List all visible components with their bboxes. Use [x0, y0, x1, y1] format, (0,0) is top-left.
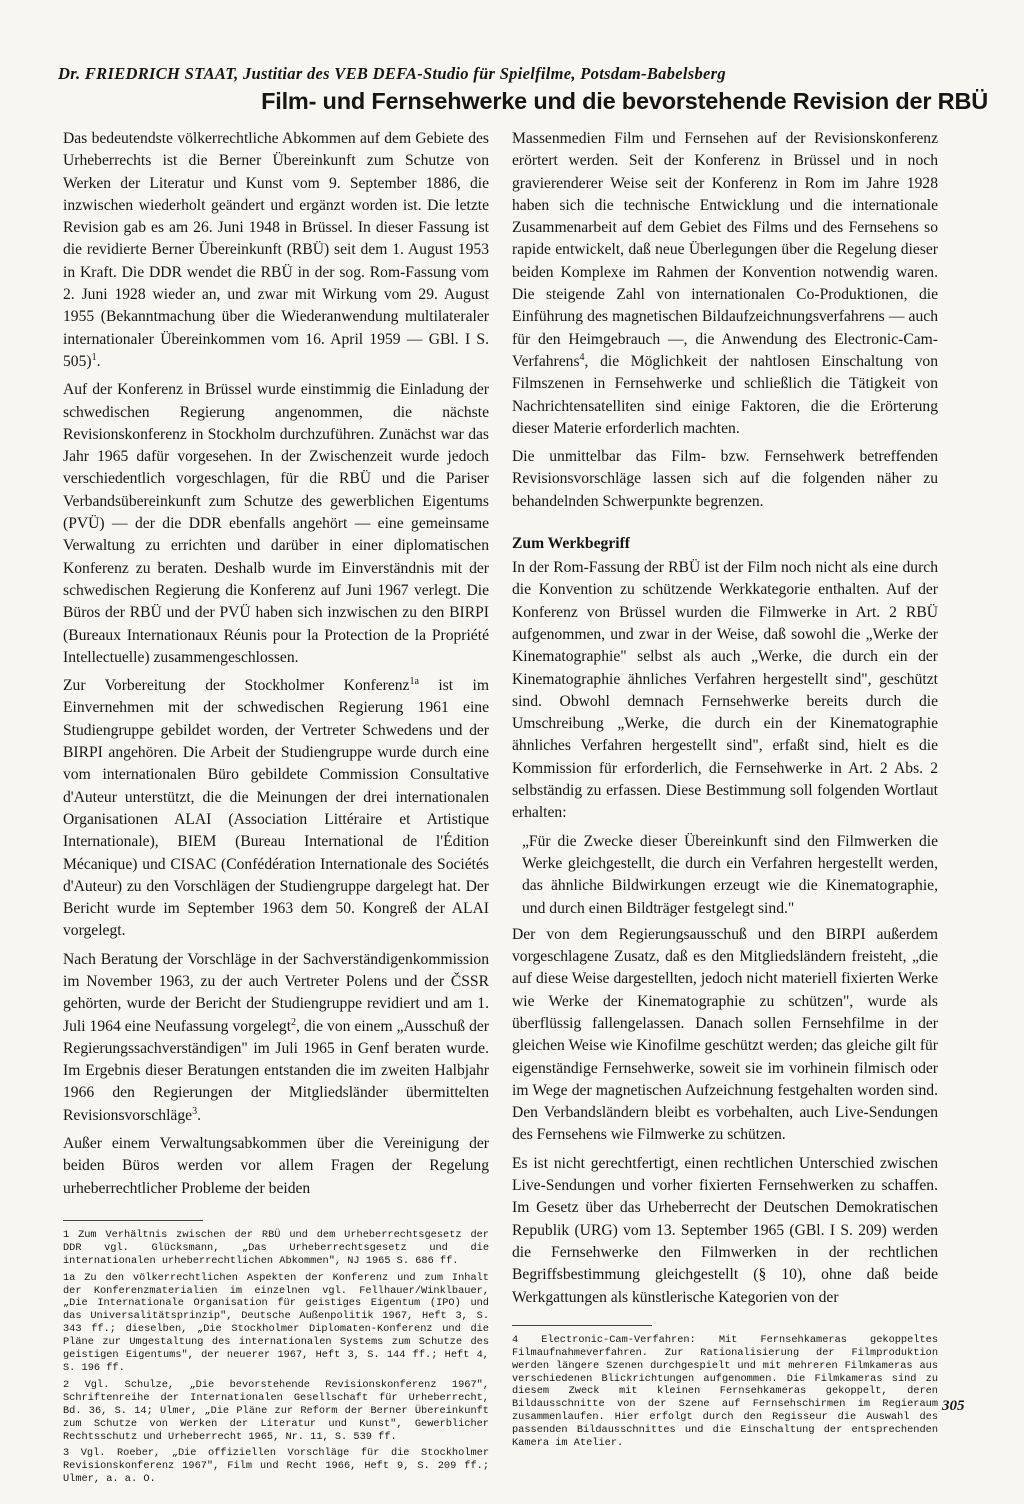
- paragraph: Die unmittelbar das Film- bzw. Fernsehwerk betreffenden Revisionsvorschläge lassen sich auf die folgenden näher zu behandelnden Schwerpunkte begrenzen.: [512, 448, 938, 510]
- quotation: „Für die Zwecke dieser Übereinkunft sind den Filmwerken die Werke gleichgestellt, die durch ein Verfahren hergestellt werden, das ähnliche Bildwirkungen erzeugt wie die Kinematographie, und durch einen Bildträger festgelegt sind.": [522, 832, 938, 917]
- paragraph: Das bedeutendste völkerrechtliche Abkommen auf dem Gebiete des Urheberrechts ist die Berner Übereinkunft zum Schutze von Werken der Literatur und Kunst vom 9. September 1886, die inzwischen wiederholt geändert und ergänzt worden ist. Die letzte Revision gab es am 26. Juni 1948 in Brüssel. In dieser Fassung ist die revidierte Berner Übereinkunft (RBÜ) seit dem 1. August 1953 in Kraft. Die DDR wendet die RBÜ in der sog. Rom-Fassung vom 2. Juni 1928 wieder an, und zwar mit Wirkung vom 29. August 1955 (Bekanntmachung über die Wiederanwendung multilateraler internationaler Übereinkommen vom 16. April 1959 — GBl. I S. 505)$^1$.: [63, 130, 489, 370]
- paragraph: Es ist nicht gerechtfertigt, einen rechtlichen Unterschied zwischen Live-Sendungen und vorher fixierten Fernsehwerken zu schaffen. Im Gesetz über das Urheberrecht der Deutschen Demokratischen Republik (URG) vom 13. September 1965 (GBl. I S. 209) werden die Fernsehwerke den Filmwerken in der rechtlichen Begriffsbestimmung gleichgestellt (§ 10), ohne daß beide Werkgattungen als künstlerische Kategorien von der: [512, 1154, 938, 1306]
- footnote-ref[interactable]: 1: [91, 351, 97, 363]
- page-number: 305: [942, 1398, 965, 1414]
- footnote-ref[interactable]: 2: [291, 1016, 297, 1028]
- footnote: 2 Vgl. Schulze, „Die bevorstehende Revisionskonferenz 1967", Schriftenreihe der Internationalen Gesellschaft für Urheberrecht, Bd. 36, S. 14; Ulmer, „Die Pläne zur Reform der Berner Übereinkunft zum Schutze von Werken der Literatur und Kunst", Gewerblicher Rechtsschutz und Urheberrecht 1965, Nr. 11, S. 539 ff.: [63, 1378, 489, 1443]
- footnote-ref[interactable]: 4: [579, 351, 585, 363]
- paragraph: Zur Vorbereitung der Stockholmer Konferenz$^{1a}$ ist im Einvernehmen mit der schwedischen Regierung 1961 eine Studiengruppe gebildet worden, der Vertreter Schwedens und der BIRPI angehören. Die Arbeit der Studiengruppe wurde durch eine vom internationalen Büro gebildete Commission Consultative d'Auteur unterstützt, die die Meinungen der drei internationalen Organisationen ALAI (Association Littéraire et Artistique Internationale), BIEM (Bureau International de l'Édition Mécanique) und CISAC (Confédération Internationale des Sociétés d'Auteur) zu den Vorschlägen der Studiengruppe dargelegt hat. Der Bericht wurde im September 1963 dem 50. Kongreß der ALAI vorgelegt.: [63, 675, 489, 940]
- footnote: 3 Vgl. Roeber, „Die offiziellen Vorschläge für die Stockholmer Revisionskonferenz 1967", Film und Recht 1966, Heft 9, S. 209 ff.; Ulmer, a. a. O.: [63, 1447, 489, 1486]
- paragraph: Außer einem Verwaltungsabkommen über die Vereinigung der beiden Büros werden vor allem Fragen der Regelung urheberrechtlicher Probleme der beiden: [63, 1135, 489, 1197]
- section-heading: Zum Werkbegriff: [512, 535, 630, 553]
- footnote-ref[interactable]: 3: [192, 1105, 198, 1117]
- paragraph: Der von dem Regierungsausschuß und den BIRPI außerdem vorgeschlagene Zusatz, daß es den Mitgliedsländern freisteht, „die auf diese Weise dargestellten, jedoch nicht materiell fixierten Werke wie Werke der Kinematographie zu schützen", wurde als überflüssig fallengelassen. Danach sollen Fernsehfilme in der gleichen Weise wie Kinofilme geschützt werden; das gleiche gilt für eigenständige Fernsehwerke, soweit sie im vorhinein filmisch oder im Wege der magnetischen Aufzeichnung festgehalten worden sind. Den Verbandsländern bleibt es vorbehalten, auch Live-Sendungen des Fernsehens wie Filmwerke zu schützen.: [512, 925, 938, 1144]
- paragraph: Auf der Konferenz in Brüssel wurde einstimmig die Einladung der schwedischen Regierung angenommen, die nächste Revisionskonferenz in Stockholm durchzuführen. Zunächst war das Jahr 1965 dafür vorgesehen. In der Zwischenzeit wurde jedoch verschiedentlich vorgeschlagen, für die RBÜ und die Pariser Verbandsübereinkunft zum Schutze des gewerblichen Eigentums (PVÜ) — der die DDR ebenfalls angehört — eine gemeinsame Verwaltung zu errichten und darüber in einer diplomatischen Konferenz zu beraten. Deshalb wurde im Einverständnis mit der schwedischen Regierung die Konferenz auf Juni 1967 verlegt. Die Büros der RBÜ und der PVÜ haben sich inzwischen zu den BIRPI (Bureaux Internationaux Réunis pour la Protection de la Propriété Intellectuelle) zusammengeschlossen.: [63, 381, 489, 666]
- right-column: [512, 128, 938, 1454]
- footnote-divider: [63, 1220, 203, 1221]
- paragraph: In der Rom-Fassung der RBÜ ist der Film noch nicht als eine durch die Konvention zu schützende Werkkategorie enthalten. Auf der Konferenz von Brüssel wurden die Filmwerke in Art. 2 RBÜ aufgenommen, und zwar in der Weise, daß sowohl die „Werke der Kinematographie" selbst als auch „Werke, die durch ein der Kinematographie ähnliches Verfahren hergestellt sind", geschützt sind. Obwohl demnach Fernsehwerke bereits durch die Umschreibung „Werke, die durch ein der Kinematographie ähnliches Verfahren hergestellt sind", erfaßt sind, hielt es die Kommission für erforderlich, die Fernsehwerke in Art. 2 Abs. 2 selbständig zu erfassen. Diese Bestimmung soll folgenden Wortlaut erhalten:: [512, 559, 938, 822]
- footnote: 4 Electronic-Cam-Verfahren: Mit Fernsehkameras gekoppeltes Filmaufnahmeverfahren. Zur Rationalisierung der Filmproduktion werden längere Szenen durchgespielt und mit mehreren Filmkameras aus verschiedenen Blickrichtungen aufgenommen. Die Filmkameras sind zu diesem Zweck mit kleinen Fernsehkameras gekoppelt, deren Bildausschnitte von der Szene auf Fernsehschirmen im Regieraum zusammenlaufen. Hier erfolgt durch den Regisseur die Auswahl des passenden Bildausschnittes und die Einschaltung der entsprechenden Kamera im Atelier.: [512, 1333, 938, 1450]
- footnote-ref[interactable]: 1a: [409, 675, 419, 687]
- paragraph: Massenmedien Film und Fernsehen auf der Revisionskonferenz erörtert werden. Seit der Konferenz in Brüssel und in noch gravierenderer Weise seit der Konferenz in Rom im Jahre 1928 haben sich die technische Entwicklung und die internationale Zusammenarbeit auf dem Gebiet des Films und des Fernsehens so rapide entwickelt, daß neue Überlegungen über die Regelung dieser beiden Komplexe im Rahmen der Konvention notwendig waren. Die steigende Zahl von internationalen Co-Produktionen, die Einführung des magnetischen Bildaufzeichnungsverfahrens — auch für den Heimgebrauch —, die Anwendung des Electronic-Cam-Verfahrens$^4$, die Möglichkeit der nahtlosen Einschaltung von Filmszenen in Fernsehwerke und schließlich die Tätigkeit von Nachrichtensatelliten sind einige Faktoren, die die Erörterung dieser Materie erforderlich machten.: [512, 130, 938, 437]
- footnote-divider: [512, 1325, 652, 1326]
- left-column: [63, 128, 489, 1490]
- article-title: Film- und Fernsehwerke und die bevorstehende Revision der RBÜ: [261, 88, 988, 114]
- paragraph: Nach Beratung der Vorschläge in der Sachverständigenkommission im November 1963, zu der auch Vertreter Polens und der ČSSR gehörten, wurde der Bericht der Studiengruppe revidiert und am 1. Juli 1964 eine Neufassung vorgelegt$^2$, die von einem „Ausschuß der Regierungssachverständigen" im Juli 1965 in Genf beraten wurde. Im Ergebnis dieser Beratungen entstanden die im zweiten Halbjahr 1966 den Regierungen der Mitgliedsländer übermittelten Revisionsvorschläge$^3$.: [63, 950, 489, 1124]
- footnote: 1a Zu den völkerrechtlichen Aspekten der Konferenz und zum Inhalt der Konferenzmaterialien im einzelnen vgl. Fellhauer/Winklbauer, „Die Internationale Organisation für geistiges Eigentum (IPO) und das Universalitätsprinzip", Deutsche Außenpolitik 1967, Heft 3, S. 343 ff.; dieselben, „Die Stockholmer Diplomaten-Konferenz und die Pläne zur Umgestaltung des internationalen Systems zum Schutze des geistigen Eigentums", der neuerer 1967, Heft 3, S. 144 ff.; Heft 4, S. 196 ff.: [63, 1271, 489, 1375]
- author-line: Dr. FRIEDRICH STAAT, Justitiar des VEB DEFA-Studio für Spielfilme, Potsdam-Babelsberg: [58, 64, 726, 83]
- footnote: 1 Zum Verhältnis zwischen der RBÜ und dem Urheberrechtsgesetz der DDR vgl. Glücksmann, „Das Urheberrechtsgesetz und die internationalen urheberrechtlichen Abkommen", NJ 1965 S. 686 ff.: [63, 1228, 489, 1267]
